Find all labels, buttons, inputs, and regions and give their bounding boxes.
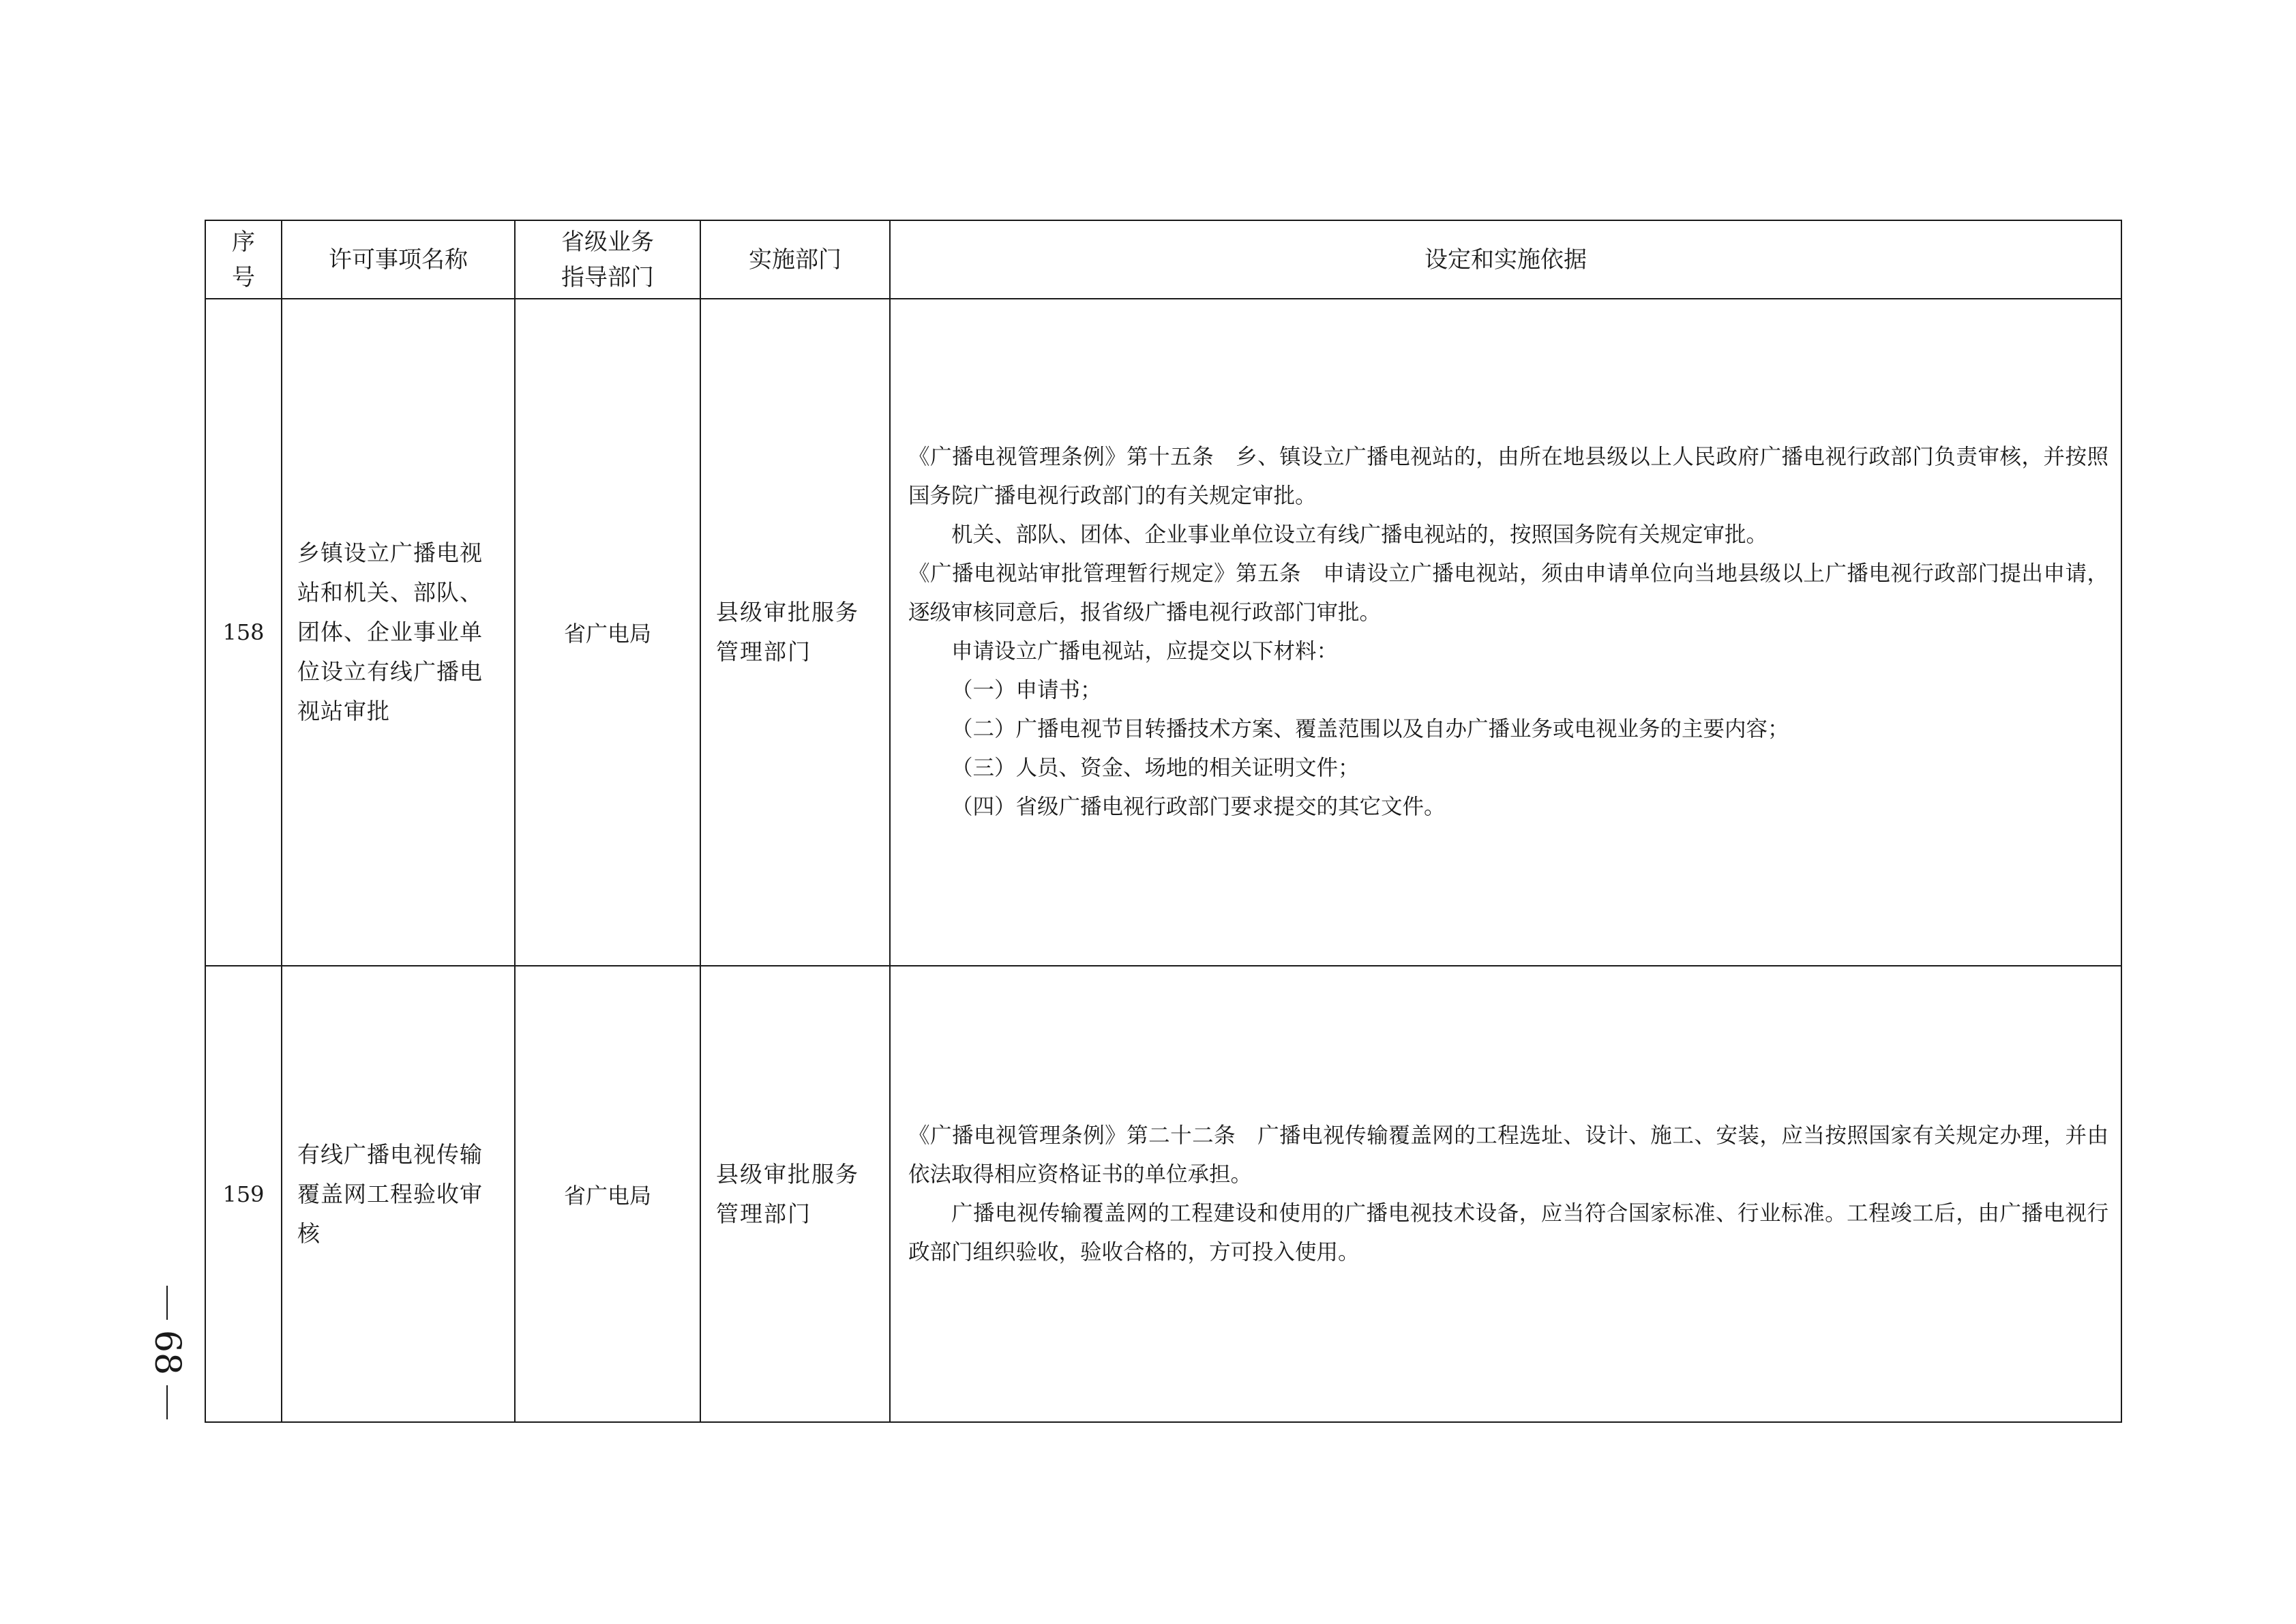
header-guide-dept: 省级业务 指导部门 [515,220,700,299]
page-number-dash-top [166,1286,168,1320]
page-number-value: 68 [146,1329,188,1376]
header-basis: 设定和实施依据 [890,220,2121,299]
row-basis [890,299,2121,966]
basis-paragraph: 《广播电视管理条例》第二十二条 广播电视传输覆盖网的工程选址、设计、施工、安装，应当按照国家有关规定办理，并由依法取得相应资格证书的单位承担。 [908,1123,2108,1187]
header-impl-dept: 实施部门 [700,220,890,299]
basis-paragraph: 《广播电视站审批管理暂行规定》第五条 申请设立广播电视站，须由申请单位向当地县级以上广播电视行政部门提出申请，逐级审核同意后，报省级广播电视行政部门审批。 [908,561,2108,625]
row-impl-dept: 县级审批服务管理部门 [700,299,890,966]
basis-list-item: （三）人员、资金、场地的相关证明文件； [951,756,1360,780]
basis-list-item: （一）申请书； [951,678,1102,703]
table-row [205,966,2121,1422]
table-row [205,299,2121,966]
basis-list-item: （四）省级广播电视行政部门要求提交的其它文件。 [951,795,1446,819]
row-item-name: 乡镇设立广播电视站和机关、部队、团体、企业事业单位设立有线广播电视站审批 [282,299,515,966]
row-impl-dept: 县级审批服务管理部门 [700,966,890,1422]
basis-paragraph: 申请设立广播电视站，应提交以下材料： [951,639,1339,664]
row-seq: 158 [205,299,282,966]
basis-list-item: （二）广播电视节目转播技术方案、覆盖范围以及自办广播业务或电视业务的主要内容； [951,717,1789,741]
page-number-dash-bottom [166,1385,168,1419]
permits-table [205,220,2122,1423]
row-basis [890,966,2121,1422]
row-guide-dept: 省广电局 [515,966,700,1422]
page-number [140,1274,194,1431]
row-item-name: 有线广播电视传输覆盖网工程验收审核 [282,966,515,1422]
row-seq: 159 [205,966,282,1422]
table-header-row [205,220,2121,299]
row-guide-dept: 省广电局 [515,299,700,966]
basis-paragraph: 《广播电视管理条例》第十五条 乡、镇设立广播电视站的，由所在地县级以上人民政府广播电视行政部门负责审核，并按照国务院广播电视行政部门的有关规定审批。 [908,445,2108,508]
header-seq: 序 号 [205,220,282,299]
basis-paragraph: 机关、部队、团体、企业事业单位设立有线广播电视站的，按照国务院有关规定审批。 [951,522,1768,547]
basis-paragraph: 广播电视传输覆盖网的工程建设和使用的广播电视技术设备，应当符合国家标准、行业标准。工程竣工后，由广播电视行政部门组织验收，验收合格的，方可投入使用。 [908,1200,2108,1265]
header-item-name: 许可事项名称 [282,220,515,299]
